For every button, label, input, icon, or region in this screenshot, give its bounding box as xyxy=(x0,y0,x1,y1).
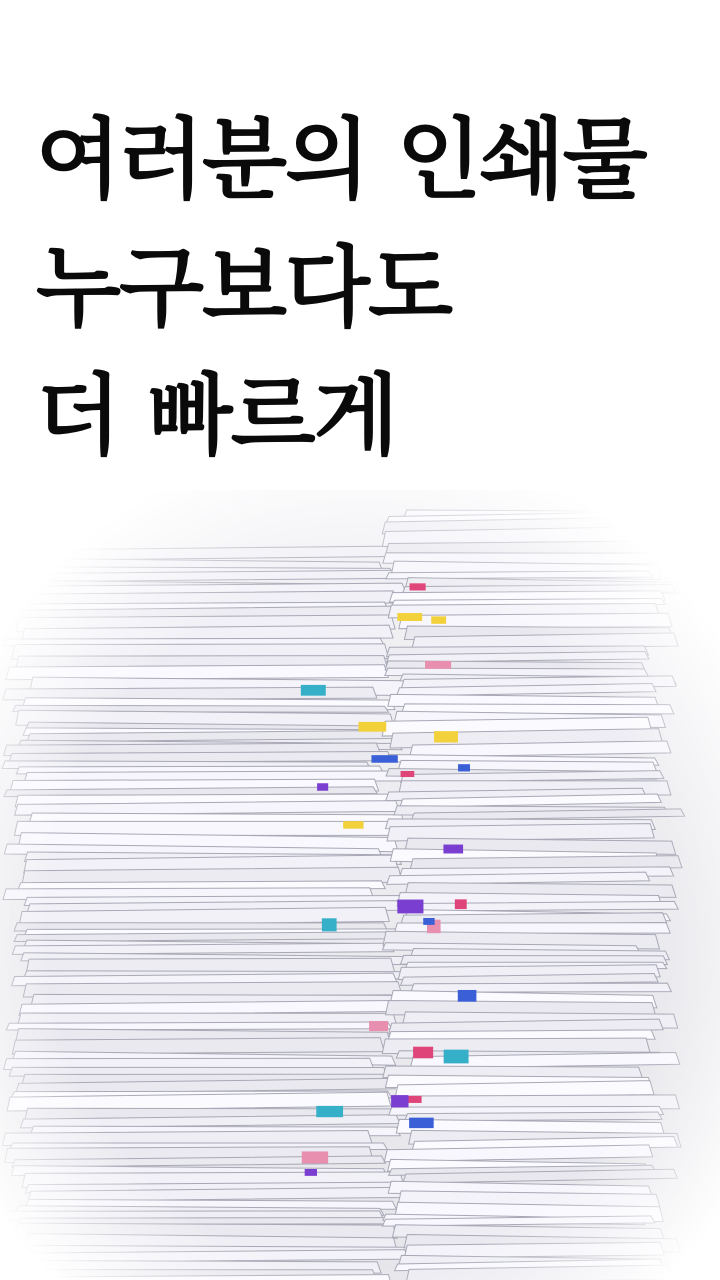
headline-line-3: 더 빠르게 xyxy=(36,364,397,467)
headline-line-1: 여러분의 인쇄물 xyxy=(36,108,646,211)
headline xyxy=(36,96,696,480)
headline-line-2: 누구보다도 xyxy=(36,236,452,339)
paper-stacks-image xyxy=(0,490,720,1280)
vignette-overlay xyxy=(0,490,720,1280)
paper-stacks-illustration xyxy=(0,490,720,1280)
